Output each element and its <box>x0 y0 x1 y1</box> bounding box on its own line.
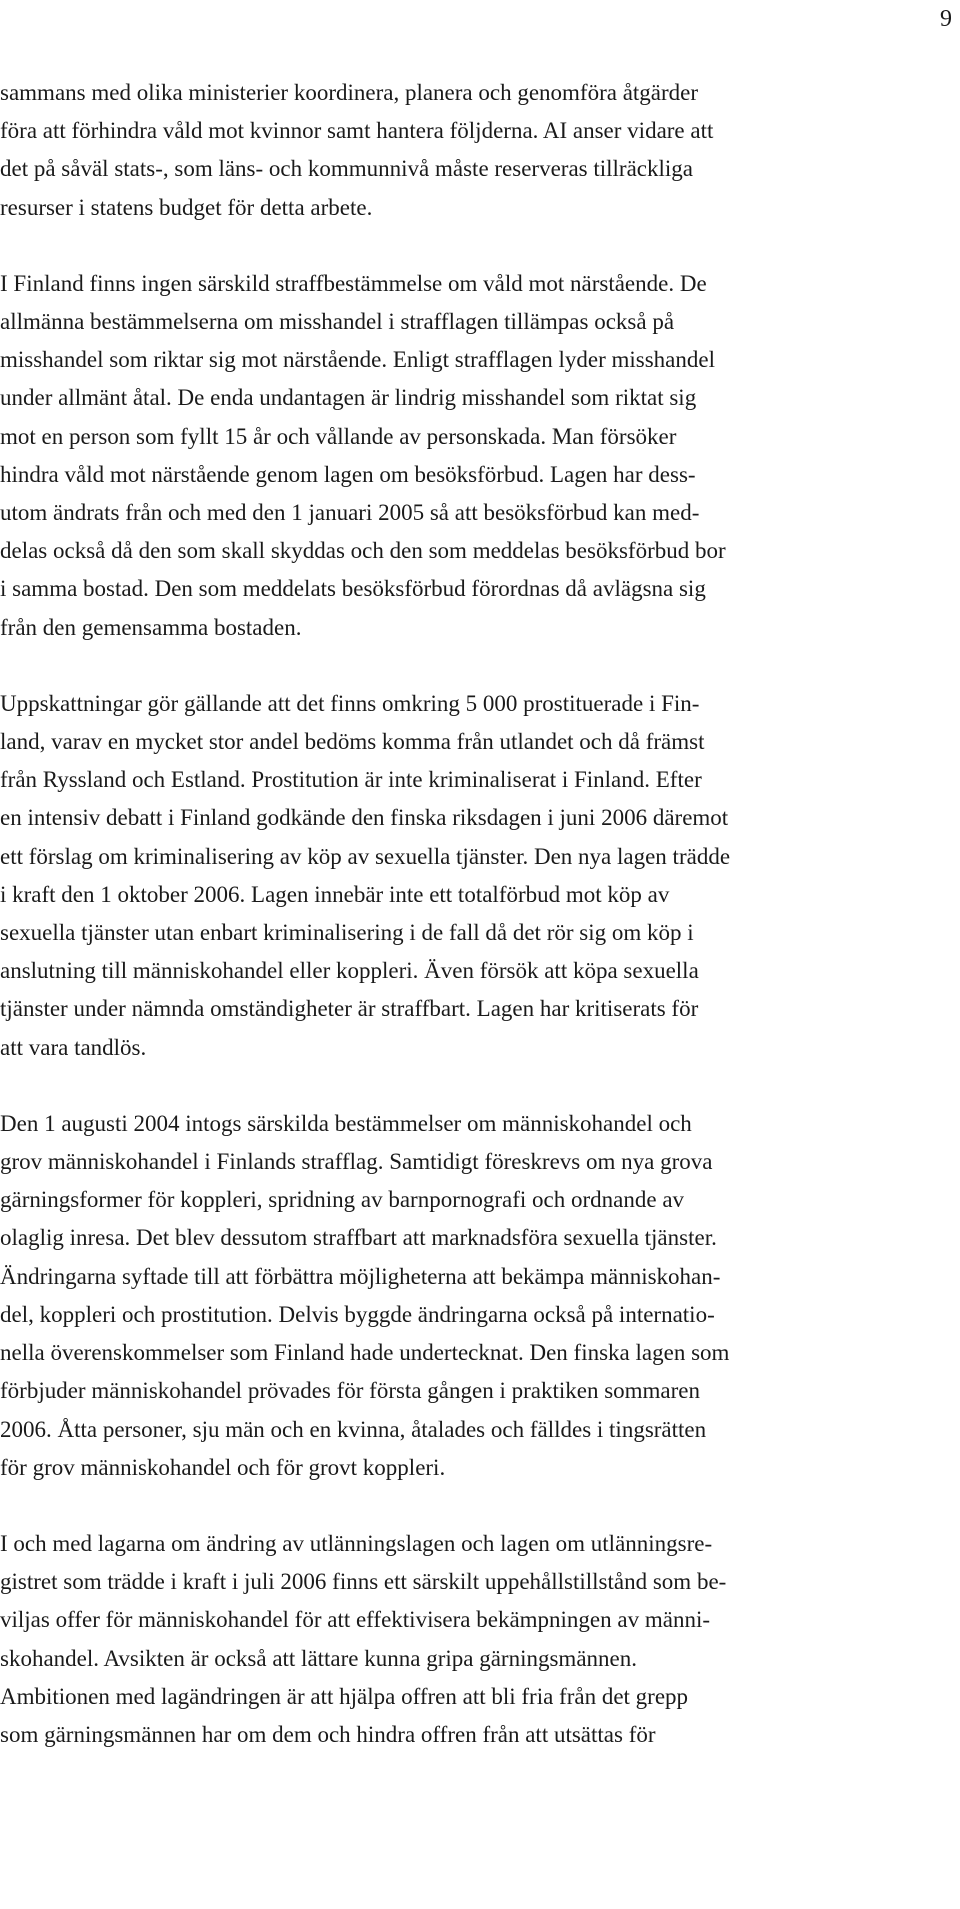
text-line: ett förslag om kriminalisering av köp av sexuella tjänster. Den nya lagen trädde <box>0 843 731 869</box>
text-line: som gärningsmännen har om dem och hindra offren från att utsättas för <box>0 1721 656 1747</box>
text-line: föra att förhindra våld mot kvinnor samt hantera följderna. AI anser vidare att <box>0 118 714 144</box>
text-line: utom ändrats från och med den 1 januari 2005 så att besöksförbud kan med- <box>0 500 700 526</box>
paragraph-gap <box>0 227 925 265</box>
text-line: från den gemensamma bostaden. <box>0 614 302 640</box>
text-line: för grov människohandel och för grovt koppleri. <box>0 1454 446 1480</box>
text-line: delas också då den som skall skyddas och den som meddelas besöksförbud bor <box>0 538 726 564</box>
text-line: Ändringarna syftade till att förbättra möjligheterna att bekämpa människohan- <box>0 1263 721 1289</box>
text-line: Ambitionen med lagändringen är att hjälpa offren att bli fria från det grepp <box>0 1683 689 1709</box>
paragraph-gap <box>0 1487 925 1525</box>
text-line: resurser i statens budget för detta arbete. <box>0 194 373 220</box>
text-line: i kraft den 1 oktober 2006. Lagen innebär inte ett totalförbud mot köp av <box>0 881 670 907</box>
text-line: hindra våld mot närstående genom lagen om besöksförbud. Lagen har dess- <box>0 461 696 487</box>
text-line: Uppskattningar gör gällande att det finns omkring 5 000 prostituerade i Fin- <box>0 690 700 716</box>
text-line: I Finland finns ingen särskild straffbestämmelse om våld mot närstående. De <box>0 270 707 296</box>
text-line: gärningsformer för koppleri, spridning av barnpornografi och ordnande av <box>0 1187 685 1213</box>
text-line: gistret som trädde i kraft i juli 2006 finns ett särskilt uppehållstillstånd som be- <box>0 1569 727 1595</box>
text-line: olaglig inresa. Det blev dessutom straffbart att marknadsföra sexuella tjänster. <box>0 1225 717 1251</box>
text-line: misshandel som riktar sig mot närstående. Enligt strafflagen lyder misshandel <box>0 347 715 373</box>
text-line: under allmänt åtal. De enda undantagen är lindrig misshandel som riktat sig <box>0 385 697 411</box>
text-line: skohandel. Avsikten är också att lättare kunna gripa gärningsmännen. <box>0 1645 637 1671</box>
text-line: sammans med olika ministerier koordinera, planera och genomföra åtgärder <box>0 80 699 105</box>
text-line: grov människohandel i Finlands strafflag. Samtidigt föreskrevs om nya grova <box>0 1149 713 1175</box>
document-body <box>0 74 925 1754</box>
text-line: I och med lagarna om ändring av utlänningslagen och lagen om utlänningsre- <box>0 1530 713 1556</box>
text-line: viljas offer för människohandel för att effektivisera bekämpningen av männi- <box>0 1607 711 1633</box>
paragraph-gap <box>0 647 925 685</box>
page-number: 9 <box>940 6 952 32</box>
paragraph-residence-permit <box>0 1525 925 1754</box>
text-line: i samma bostad. Den som meddelats besöksförbud förordnas då avlägsna sig <box>0 576 706 602</box>
text-line: från Ryssland och Estland. Prostitution är inte kriminaliserat i Finland. Efter <box>0 767 702 793</box>
text-line: förbjuder människohandel prövades för första gången i praktiken sommaren <box>0 1378 701 1404</box>
paragraph-gap <box>0 1067 925 1105</box>
text-line: land, varav en mycket stor andel bedöms komma från utlandet och då främst <box>0 729 705 755</box>
text-line: nella överenskommelser som Finland hade undertecknat. Den finska lagen som <box>0 1340 730 1366</box>
paragraph-trafficking-law <box>0 1105 925 1487</box>
text-line: Den 1 augusti 2004 intogs särskilda bestämmelser om människohandel och <box>0 1110 692 1136</box>
text-line: tjänster under nämnda omständigheter är straffbart. Lagen har kritiserats för <box>0 996 699 1022</box>
text-line: del, koppleri och prostitution. Delvis byggde ändringarna också på internatio- <box>0 1301 715 1327</box>
text-line: en intensiv debatt i Finland godkände den finska riksdagen i juni 2006 däremot <box>0 805 729 831</box>
paragraph-ai-resources <box>0 74 925 227</box>
paragraph-violence-law <box>0 265 925 647</box>
paragraph-prostitution <box>0 685 925 1067</box>
text-line: det på såväl stats-, som läns- och kommunnivå måste reserveras tillräckliga <box>0 156 693 182</box>
text-line: anslutning till människohandel eller koppleri. Även försök att köpa sexuella <box>0 958 699 984</box>
text-line: mot en person som fyllt 15 år och vållande av personskada. Man försöker <box>0 423 677 449</box>
text-line: 2006. Åtta personer, sju män och en kvinna, åtalades och fälldes i tingsrätten <box>0 1416 707 1442</box>
text-line: att vara tandlös. <box>0 1034 147 1060</box>
text-line: allmänna bestämmelserna om misshandel i strafflagen tillämpas också på <box>0 309 675 335</box>
text-line: sexuella tjänster utan enbart kriminalisering i de fall då det rör sig om köp i <box>0 920 694 946</box>
